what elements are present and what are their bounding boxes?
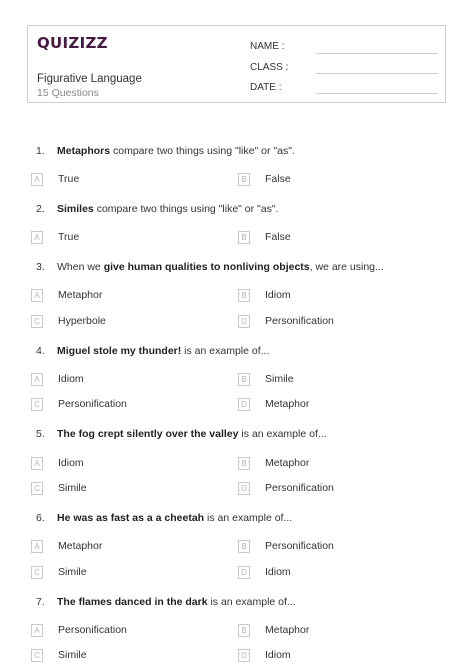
name-label: NAME : xyxy=(250,41,285,52)
option-letter-box: B xyxy=(238,540,250,553)
option-letter-box: C xyxy=(31,566,43,579)
option-text: Idiom xyxy=(58,373,84,385)
question-text-pre: When we xyxy=(57,261,104,273)
question-number: 7. xyxy=(36,596,45,608)
option-text: Personification xyxy=(58,398,127,410)
question-4 xyxy=(36,345,269,357)
question-text: is an example of... xyxy=(204,512,293,524)
option-text: Idiom xyxy=(58,457,84,469)
question-text: compare two things using "like" or "as". xyxy=(93,203,279,215)
question-text: , we are using... xyxy=(309,261,384,273)
option-letter-box: A xyxy=(31,289,43,302)
question-text: is an example of... xyxy=(181,345,270,357)
option-text: False xyxy=(265,231,291,243)
option-text: Simile xyxy=(265,373,294,385)
option-text: Metaphor xyxy=(265,398,310,410)
worksheet-header xyxy=(27,25,446,103)
question-number: 5. xyxy=(36,428,45,440)
option-text: Metaphor xyxy=(58,289,103,301)
question-text: is an example of... xyxy=(238,428,327,440)
question-1 xyxy=(36,145,295,157)
option-text: Idiom xyxy=(265,566,291,578)
option-text: True xyxy=(58,173,80,185)
option-letter-box: B xyxy=(238,373,250,386)
date-label: DATE : xyxy=(250,82,282,93)
question-text: compare two things using "like" or "as". xyxy=(110,145,295,157)
option-letter-box: A xyxy=(31,457,43,470)
option-text: Metaphor xyxy=(265,457,310,469)
option-letter-box: A xyxy=(31,231,43,244)
question-text: is an example of... xyxy=(207,596,296,608)
option-text: Personification xyxy=(265,315,334,327)
question-bold-text: He was as fast as a a cheetah xyxy=(57,512,205,524)
question-6 xyxy=(36,512,292,524)
option-letter-box: D xyxy=(238,315,250,328)
option-text: False xyxy=(265,173,291,185)
option-letter-box: C xyxy=(31,315,43,328)
option-text: True xyxy=(58,231,80,243)
option-text: Hyperbole xyxy=(58,315,106,327)
option-text: Personification xyxy=(265,482,334,494)
option-letter-box: B xyxy=(238,624,250,637)
question-number: 4. xyxy=(36,345,45,357)
option-letter-box: B xyxy=(238,289,250,302)
option-text: Metaphor xyxy=(265,624,310,636)
option-text: Simile xyxy=(58,566,87,578)
option-text: Metaphor xyxy=(58,540,103,552)
name-line xyxy=(316,53,438,54)
option-text: Personification xyxy=(58,624,127,636)
question-bold-text: Similes xyxy=(57,203,94,215)
option-letter-box: B xyxy=(238,457,250,470)
option-text: Simile xyxy=(58,482,87,494)
option-letter-box: D xyxy=(238,482,250,495)
question-3 xyxy=(36,261,384,273)
question-2 xyxy=(36,203,279,215)
option-letter-box: A xyxy=(31,540,43,553)
question-number: 6. xyxy=(36,512,45,524)
question-number: 3. xyxy=(36,261,45,273)
question-bold-text: The fog crept silently over the valley xyxy=(57,428,239,440)
option-letter-box: C xyxy=(31,649,43,662)
option-text: Idiom xyxy=(265,649,291,661)
option-text: Simile xyxy=(58,649,87,661)
question-bold-text: The flames danced in the dark xyxy=(57,596,208,608)
option-text: Idiom xyxy=(265,289,291,301)
option-letter-box: A xyxy=(31,173,43,186)
worksheet-title: Figurative Language xyxy=(37,73,142,85)
option-text: Personification xyxy=(265,540,334,552)
question-count: 15 Questions xyxy=(37,87,99,99)
option-letter-box: A xyxy=(31,624,43,637)
option-letter-box: D xyxy=(238,566,250,579)
option-letter-box: B xyxy=(238,231,250,244)
question-bold-text: give human qualities to nonliving objects xyxy=(103,261,310,273)
question-bold-text: Miguel stole my thunder! xyxy=(57,345,182,357)
quizizz-logo: QUIZIZZ xyxy=(37,34,108,52)
option-letter-box: B xyxy=(238,173,250,186)
class-label: CLASS : xyxy=(250,62,289,73)
date-line xyxy=(316,93,438,94)
question-number: 1. xyxy=(36,145,45,157)
option-letter-box: D xyxy=(238,398,250,411)
option-letter-box: C xyxy=(31,482,43,495)
question-bold-text: Metaphors xyxy=(57,145,111,157)
option-letter-box: A xyxy=(31,373,43,386)
option-letter-box: D xyxy=(238,649,250,662)
class-line xyxy=(316,73,438,74)
question-5 xyxy=(36,428,327,440)
option-letter-box: C xyxy=(31,398,43,411)
question-7 xyxy=(36,596,296,608)
question-number: 2. xyxy=(36,203,45,215)
